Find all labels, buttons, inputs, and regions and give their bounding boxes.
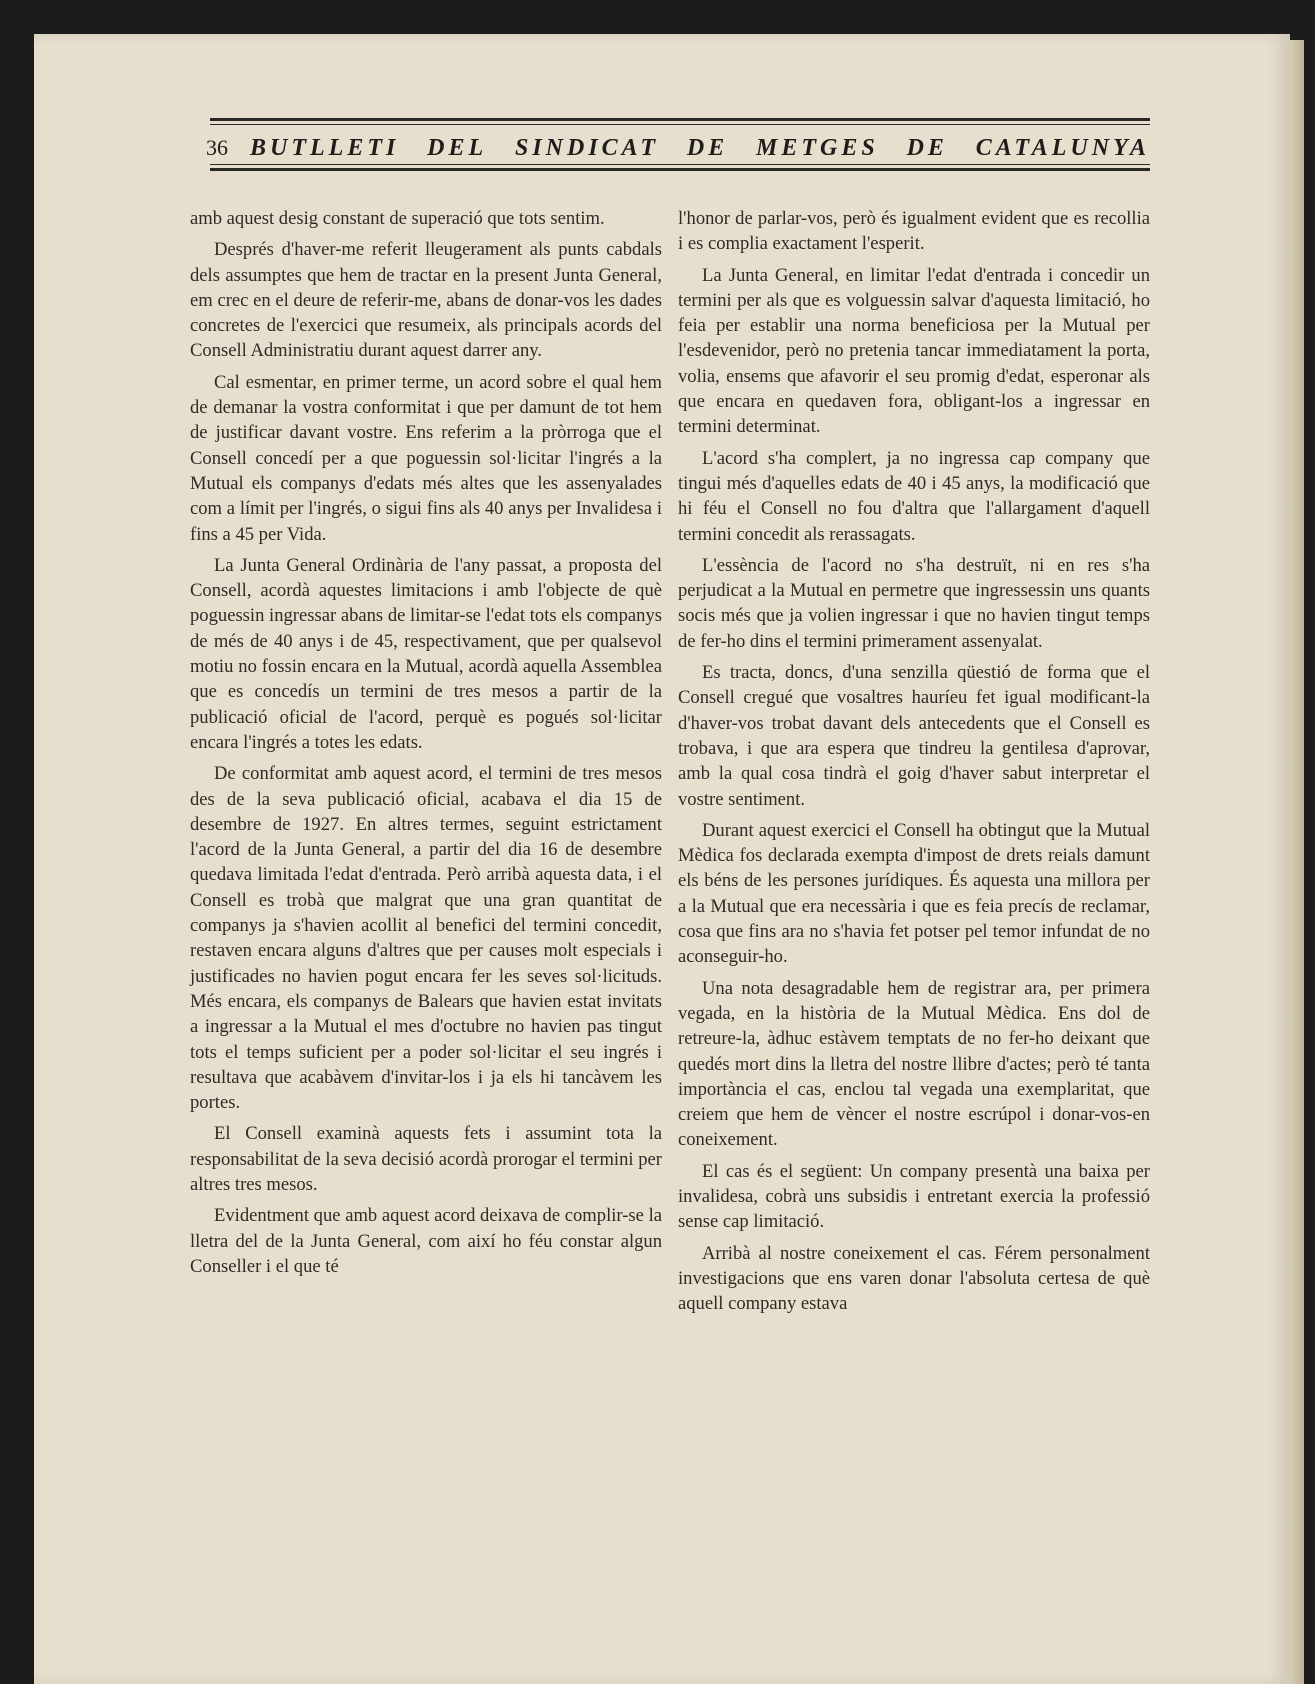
page-number: 36: [206, 135, 228, 160]
title-word: DE: [686, 134, 729, 161]
paragraph: El Consell examinà aquests fets i assumint tota la responsabilitat de la seva decisió acordà prorogar el termini per altres tres mesos.: [190, 1123, 662, 1195]
paragraph: Després d'haver-me referit lleugerament als punts cabdals dels assumptes que hem de tractar en la present Junta General, em crec en el deure de referir-me, abans de donar-vos les dades concretes de l'exercici que resumeix, als principals acords del Consell Administratiu durant aquest darrer any.: [190, 239, 662, 362]
paragraph: Durant aquest exercici el Consell ha obtingut que la Mutual Mèdica fos declarada exempta d'impost de drets reials damunt els béns de les persones jurídiques. És aquesta una millora per a la Mutual que era necessària i que es feia precís de reclamar, cosa que fins ara no s'havia fet potser pel temor infundat de no aconseguir-ho.: [678, 819, 1150, 968]
paragraph: Arribà al nostre coneixement el cas. Férem personalment investigacions que ens varen donar l'absoluta certesa de què aquell company estava: [678, 1242, 1150, 1315]
paragraph: La Junta General Ordinària de l'any passat, a proposta del Consell, acordà aquestes limitacions i amb l'objecte de què poguessin ingressar abans de limitar-se l'edat tots els companys de més de 40 anys i de 45, respectivament, que per qualsevol motiu no fossin encara en la Mutual, acordà aquella Assemblea que es concedís un termini de tres mesos a partir de la publicació oficial de l'acord, perquè es pogués sol·licitar encara l'ingrés a totes les edats.: [190, 554, 662, 753]
paragraph: amb aquest desig constant de superació que tots sentim.: [190, 208, 605, 229]
paragraph: L'essència de l'acord no s'ha destruït, ni en res s'ha perjudicat a la Mutual en permetre que ingressessin uns quants socis més que ja volien ingressar i que no havien tingut temps de fer-ho dins el termini primerament assenyalat.: [678, 554, 1150, 652]
page-edge: [1290, 40, 1304, 1684]
header-rule-top-thin: [210, 124, 1150, 125]
title-word: METGES: [756, 134, 879, 161]
title-word: CATALUNYA: [975, 134, 1150, 161]
paragraph: L'acord s'ha complert, ja no ingressa cap company que tingui més d'aquelles edats de 40 i 45 anys, la modificació que hi féu el Consell no fou d'altra que l'allargament d'aquell termini concedit als rerassagats.: [678, 447, 1150, 545]
title-word: BUTLLETI: [250, 134, 400, 161]
paragraph: De conformitat amb aquest acord, el termini de tres mesos des de la seva publicació oficial, acabava el dia 15 de desembre de 1927. En altres termes, seguint estrictament l'acord de la Junta General, a partir del dia 16 de desembre quedava limitada l'edat d'entrada. Però arribà aquesta data, i el Consell es trobà que malgrat que una gran quantitat de companys ja s'havien acollit al benefici del termini concedit, restaven encara alguns d'altres que per causes molt especials i justificades no havien pogut encara fer les seves sol·licituds. Més encara, els companys de Balears que havien estat invitats a ingressar a la Mutual el mes d'octubre no havien pas tingut tots el temps suficient per a poder sol·licitar el seu ingrés i resultava que acabàvem d'invitar-los i ja els hi tancàvem les portes.: [190, 763, 662, 1114]
right-column: [678, 206, 1150, 1322]
header-rule-bottom-thin: [210, 164, 1150, 165]
paragraph: l'honor de parlar-vos, però és igualment evident que es recollia i es complia exactament l'esperit.: [678, 208, 1150, 255]
paragraph: Una nota desagradable hem de registrar ara, per primera vegada, en la història de la Mutual Mèdica. Ens dol de retreure-la, àdhuc estàvem temptats de no fer-ho deixant que quedés mort dins la lletra del nostre llibre d'actes; però té tanta importància el cas, enclou tal vegada una exemplaritat, que creiem que hem de vèncer el nostre escrúpol i donar-vos-en coneixement.: [678, 977, 1150, 1151]
title-word: DEL: [427, 134, 488, 161]
header-rule-top-thick: [210, 118, 1150, 121]
running-header: [206, 128, 1150, 168]
title-word: DE: [906, 134, 948, 161]
paragraph: Evidentment que amb aquest acord deixava de complir-se la lletra del de la Junta General, com així ho féu constar algun Conseller i el que té: [190, 1205, 662, 1277]
journal-title: [250, 135, 1150, 162]
header-rule-bottom-thick: [210, 168, 1150, 171]
paragraph: Es tracta, doncs, d'una senzilla qüestió de forma que el Consell cregué que vosaltres hauríeu fet igual modificant-la d'haver-vos trobat davant dels antecedents que el Consell es trobava, i que ara espera que tindreu la gentilesa d'aprovar, amb la qual cosa tindrà el goig d'haver sabut interpretar el vostre sentiment.: [678, 662, 1150, 810]
paragraph: Cal esmentar, en primer terme, un acord sobre el qual hem de demanar la vostra conformitat i que per damunt de tot hem de justificar davant vostre. Ens referim a la pròrroga que el Consell concedí per a que poguessin sol·licitar l'ingrés a la Mutual els companys d'edats més altes que les assenyalades com a límit per l'ingrés, o sigui fins als 40 anys per Invalidesa i fins a 45 per Vida.: [190, 371, 662, 545]
paragraph: La Junta General, en limitar l'edat d'entrada i concedir un termini per als que es volguessin salvar d'aquesta limitació, ho feia per establir una norma beneficiosa per la Mutual per l'esdevenidor, però no pretenia tancar immediatament la porta, volia, ensems que afavorir el seu promig d'edat, esperonar als que encara en quedaven fora, obligant-los a ingressar en termini determinat.: [678, 264, 1150, 438]
left-column: [190, 206, 662, 1285]
title-word: SINDICAT: [514, 134, 660, 161]
paragraph: El cas és el següent: Un company presentà una baixa per invalidesa, cobrà uns subsidis i entretant exercia la professió sense cap limitació.: [678, 1160, 1150, 1233]
